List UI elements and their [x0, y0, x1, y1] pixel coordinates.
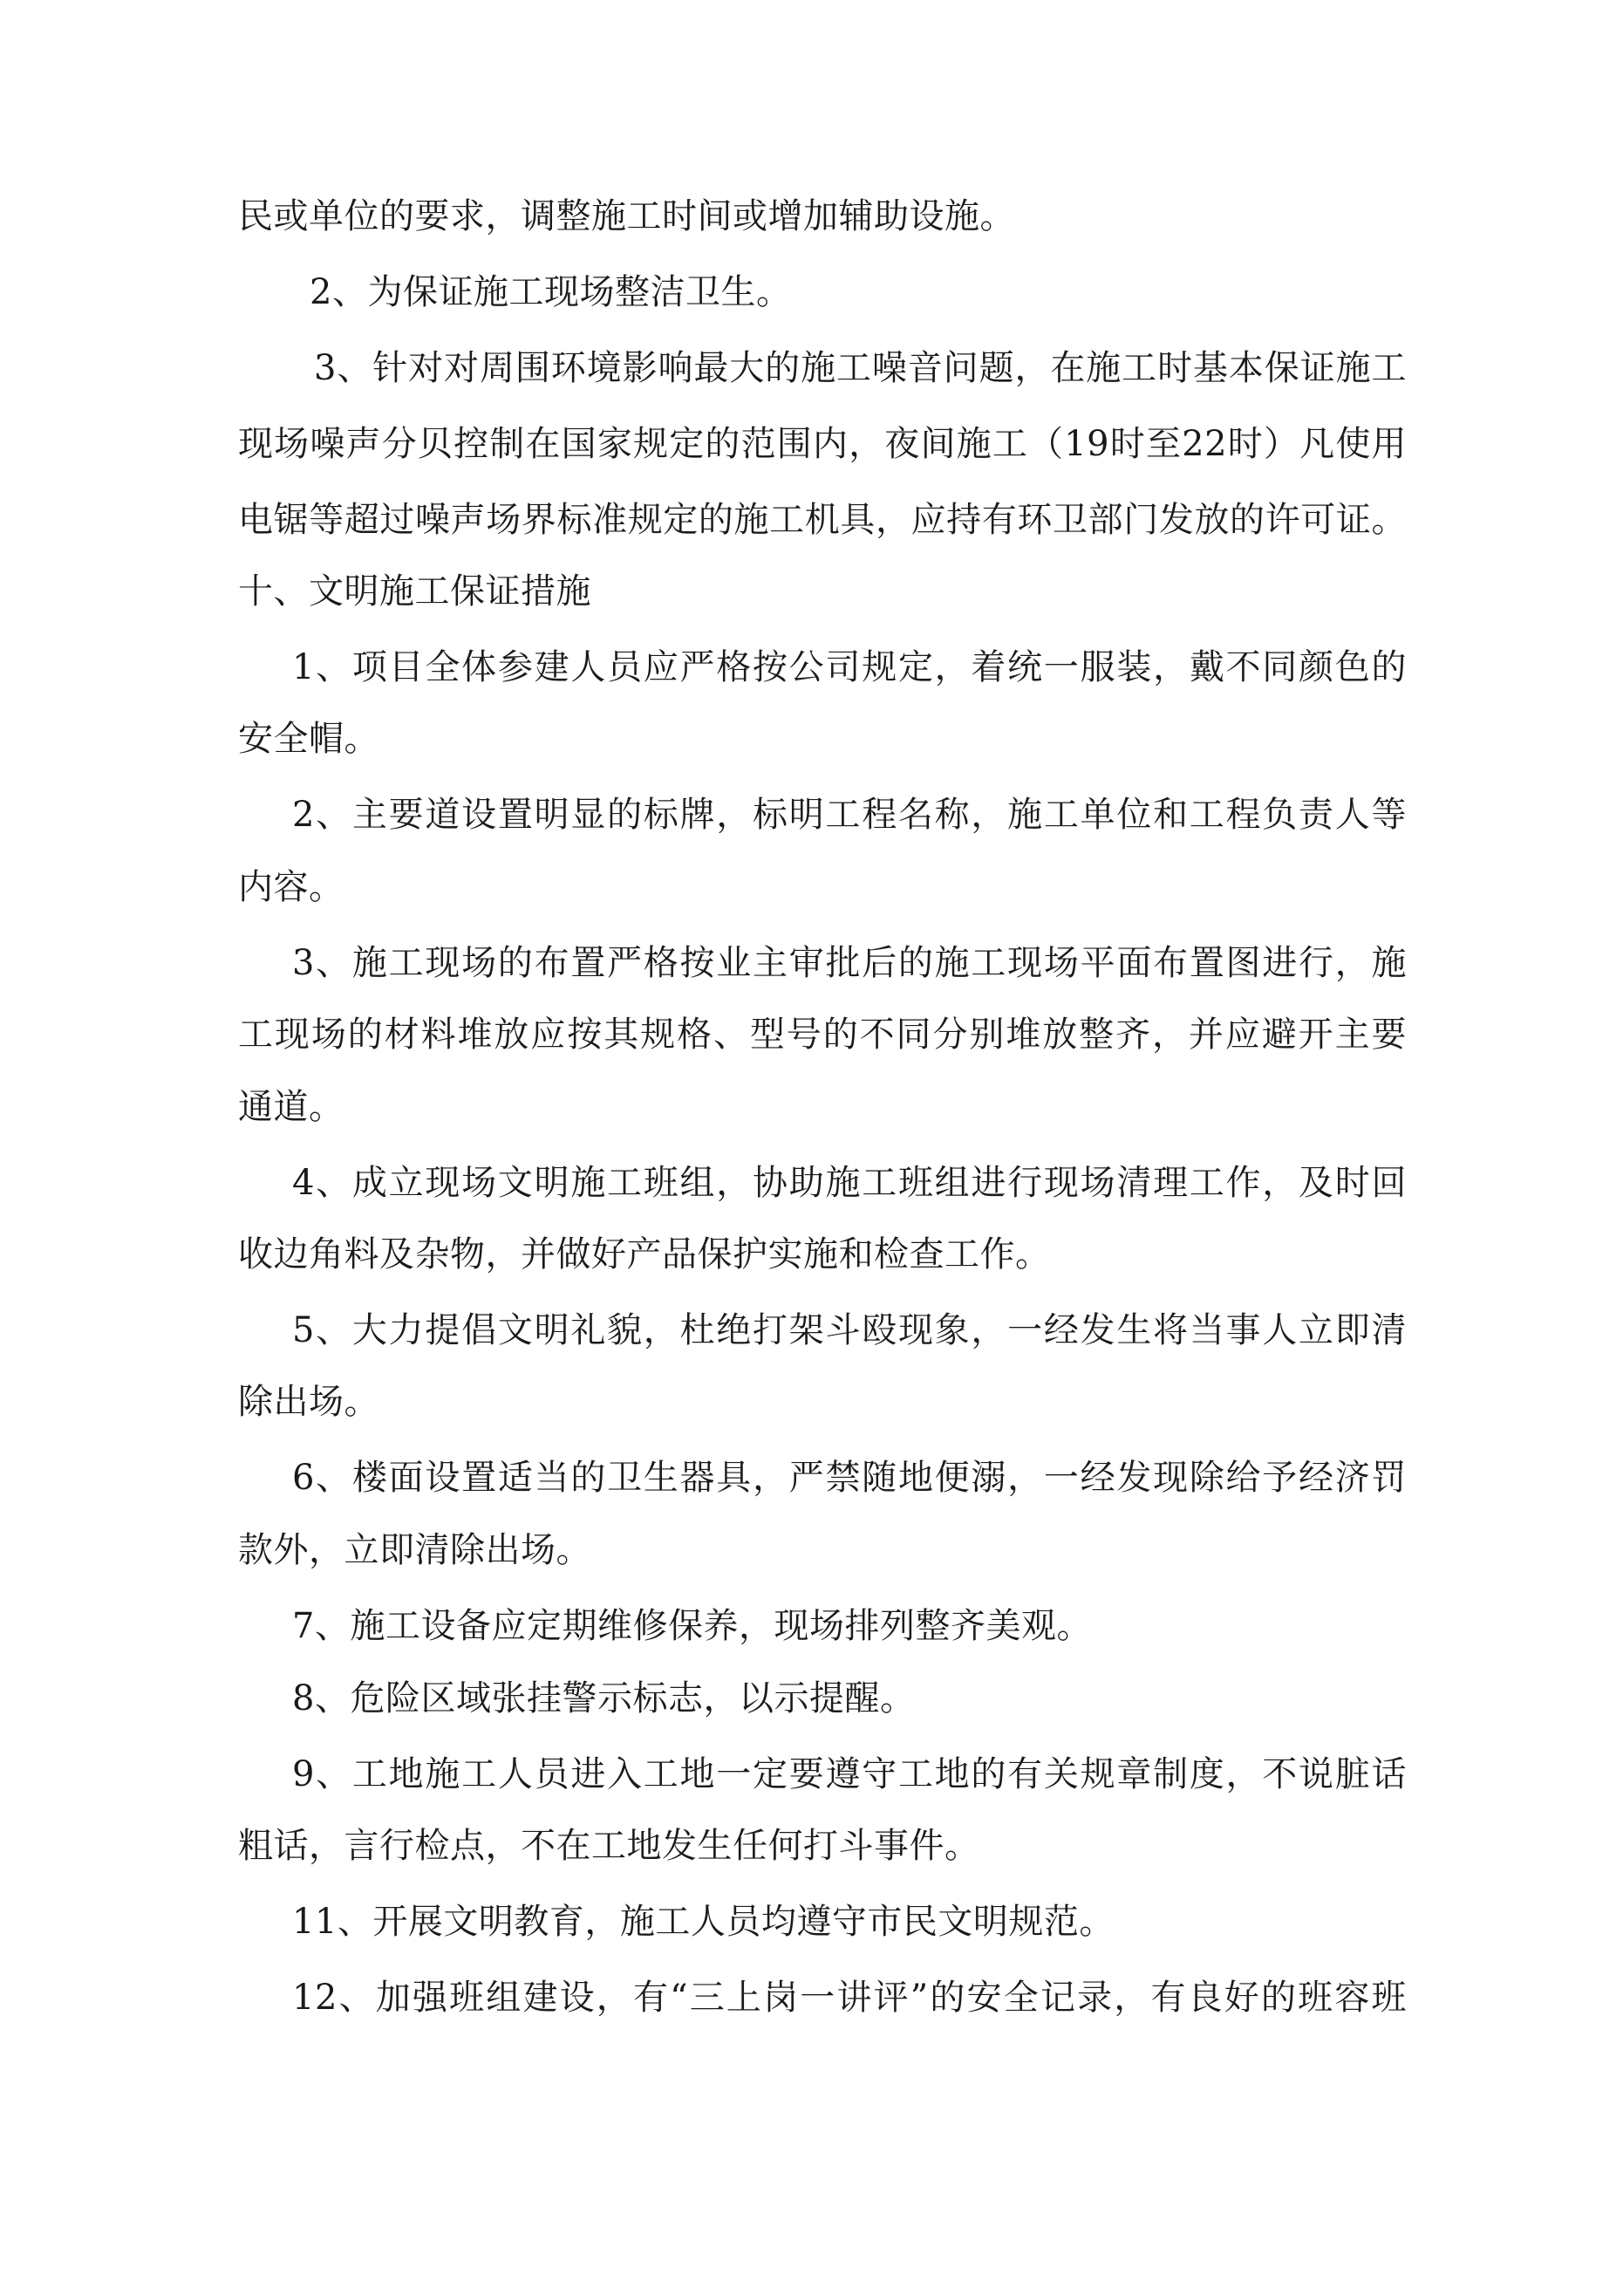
text-line: 9、工地施工人员进入工地一定要遵守工地的有关规章制度，不说脏话 [292, 1754, 1407, 1794]
text-line: 1、项目全体参建人员应严格按公司规定，着统一服装，戴不同颜色的 [292, 647, 1407, 687]
text-line: 11、开展文明教育，施工人员均遵守市民文明规范。 [292, 1902, 1115, 1942]
text-line: 2、主要道设置明显的标牌，标明工程名称，施工单位和工程负责人等 [292, 795, 1407, 835]
text-line: 内容。 [238, 867, 344, 907]
text-line: 民或单位的要求，调整施工时间或增加辅助设施。 [238, 196, 1015, 236]
text-line: 12、加强班组建设，有“三上岗一讲评”的安全记录，有良好的班容班 [292, 1978, 1407, 2018]
text-line: 3、施工现场的布置严格按业主审批后的施工现场平面布置图进行，施 [292, 943, 1407, 983]
text-line: 工现场的材料堆放应按其规格、型号的不同分别堆放整齐，并应避开主要 [238, 1015, 1407, 1055]
text-line: 安全帽。 [238, 719, 379, 759]
text-line: 5、大力提倡文明礼貌，杜绝打架斗殴现象，一经发生将当事人立即清 [292, 1310, 1407, 1350]
text-line: 3、针对对周围环境影响最大的施工噪音问题，在施工时基本保证施工 [314, 348, 1407, 388]
text-line: 4、成立现场文明施工班组，协助施工班组进行现场清理工作，及时回 [292, 1163, 1407, 1203]
text-line: 电锯等超过噪声场界标准规定的施工机具，应持有环卫部门发放的许可证。 [238, 500, 1407, 540]
text-line: 现场噪声分贝控制在国家规定的范围内，夜间施工（19时至22时）凡使用 [238, 424, 1407, 464]
text-line: 粗话，言行检点，不在工地发生任何打斗事件。 [238, 1826, 980, 1866]
text-line: 款外，立即清除出场。 [238, 1530, 591, 1570]
text-line: 8、危险区域张挂警示标志，以示提醒。 [292, 1678, 916, 1719]
text-line: 2、为保证施工现场整洁卫生。 [310, 272, 792, 312]
text-line: 除出场。 [238, 1382, 379, 1422]
section-heading: 十、文明施工保证措施 [238, 571, 591, 612]
text-line: 收边角料及杂物，并做好产品保护实施和检查工作。 [238, 1234, 1051, 1274]
text-line: 6、楼面设置适当的卫生器具，严禁随地便溺，一经发现除给予经济罚 [292, 1458, 1407, 1498]
text-line: 7、施工设备应定期维修保养，现场排列整齐美观。 [292, 1606, 1092, 1646]
text-line: 通道。 [238, 1087, 344, 1127]
